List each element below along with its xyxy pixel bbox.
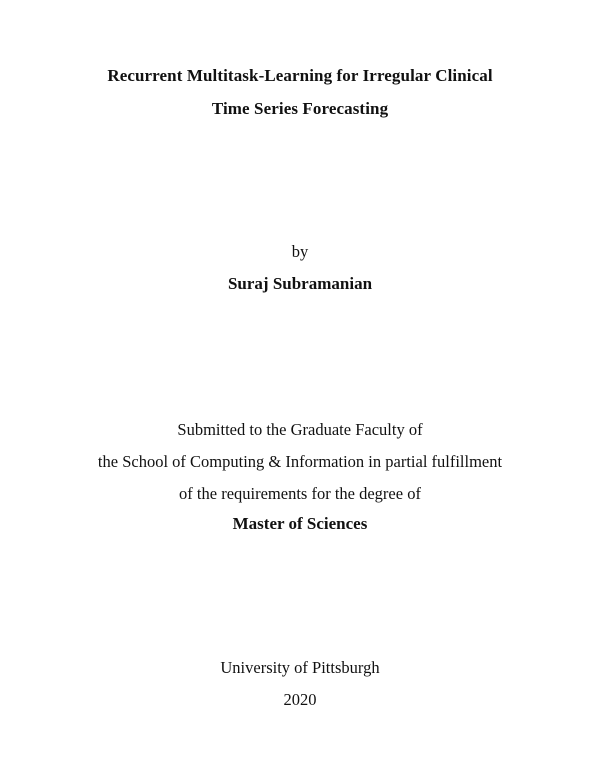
author-name: Suraj Subramanian <box>227 274 373 293</box>
by-text: by <box>291 242 309 261</box>
university-name: University of Pittsburgh <box>220 658 380 677</box>
submission-line-1: Submitted to the Graduate Faculty of <box>177 420 423 439</box>
degree-name: Master of Sciences <box>232 514 368 533</box>
thesis-title-line-2: Time Series Forecasting <box>211 99 389 118</box>
thesis-title-line-1: Recurrent Multitask-Learning for Irregular Clinical <box>107 66 493 85</box>
year-text: 2020 <box>283 690 317 709</box>
submission-line-3: of the requirements for the degree of <box>179 484 421 503</box>
submission-line-2: the School of Computing & Information in partial fulfillment <box>97 452 503 471</box>
